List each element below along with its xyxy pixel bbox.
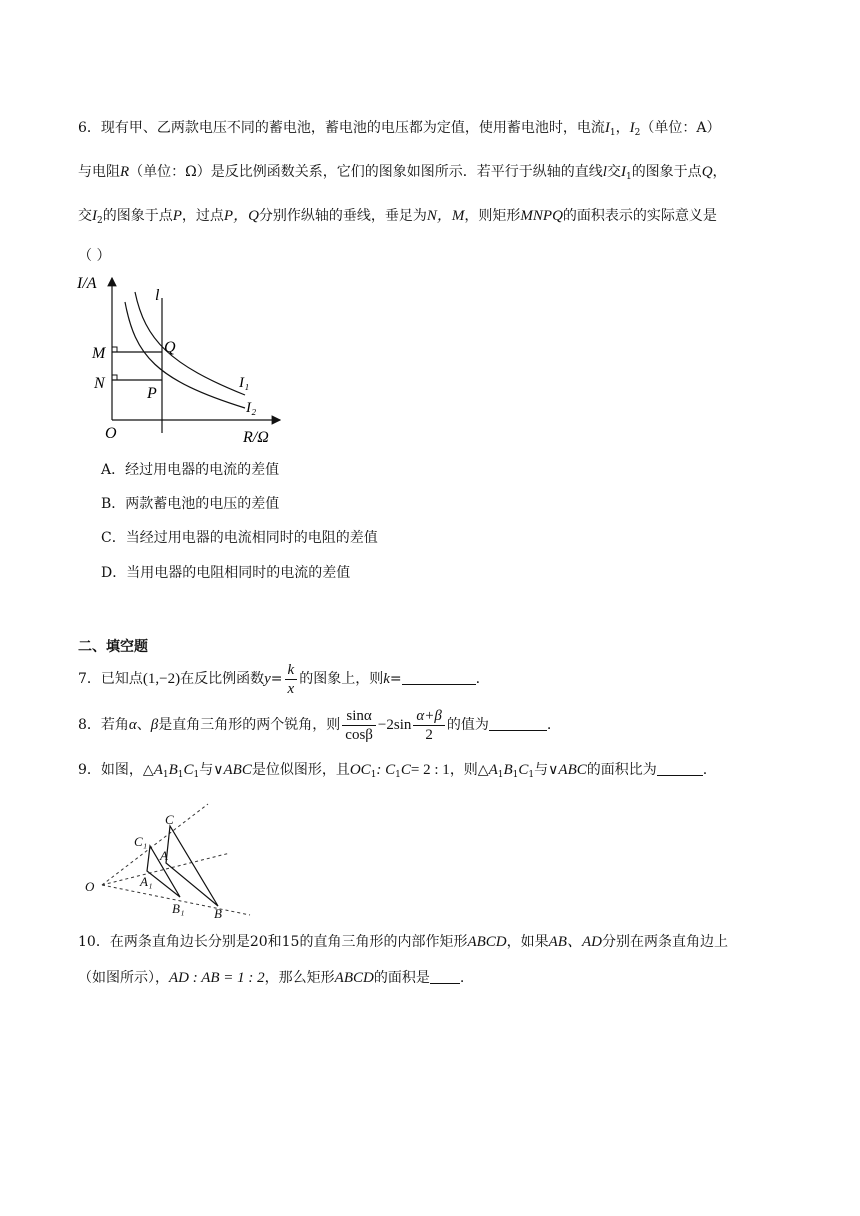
q6-option-b[interactable]: B．两款蓄电池的电压的差值: [101, 496, 280, 512]
label-p: P: [147, 385, 157, 402]
right-angle-n: [112, 375, 117, 380]
q6-text: ，: [712, 164, 727, 180]
q9-figure: [80, 800, 260, 920]
q9-text: 9．如图，△: [78, 762, 154, 778]
q10-text: （如图所示），: [78, 970, 169, 986]
label-b: B: [214, 906, 222, 920]
q6-option-d[interactable]: D．当用电器的电阻相同时的电流的差值: [101, 565, 351, 581]
q9-text: ，则△: [449, 762, 489, 778]
q10-text: ，如果: [506, 934, 549, 950]
var-k: k: [383, 671, 390, 687]
q8-text: 是直角三角形的两个锐角，则: [158, 717, 341, 733]
q6-text: 交: [78, 208, 92, 224]
var-c: C: [183, 762, 194, 778]
sub: 1: [162, 770, 169, 780]
y-axis-label: I/A: [77, 275, 97, 292]
q9-line: [78, 760, 707, 785]
label-b1: B₁: [172, 901, 185, 916]
q7-text: 7．已知点: [78, 671, 143, 687]
q6-line-1: [78, 118, 721, 143]
var-abc: ABC: [558, 762, 587, 778]
unit-a: （单位：A）: [640, 120, 721, 136]
fraction-k-over-x: [285, 661, 298, 698]
q8-answer-blank[interactable]: [489, 716, 547, 731]
equals: =: [270, 671, 283, 687]
var-i1: I: [620, 164, 626, 180]
var-c: C: [518, 762, 529, 778]
var-abcd: ABCD: [334, 970, 374, 986]
var-i2: I: [92, 208, 97, 224]
q8-text: 8．若角: [78, 717, 129, 733]
period: .: [459, 970, 465, 986]
label-c1: C₁: [134, 834, 148, 849]
var-b: B: [503, 762, 513, 778]
var-b: B: [168, 762, 178, 778]
q6-line-2: [78, 162, 727, 187]
var-y: y: [264, 671, 271, 687]
q9-text: 是位似图形，且: [251, 762, 350, 778]
q6-text: 的图象于点: [102, 208, 173, 224]
q10-answer-blank[interactable]: [430, 969, 460, 984]
var-nm: N，M: [426, 208, 465, 224]
q9-text: 与∨: [534, 762, 559, 778]
q10-text: 的面积是: [373, 970, 430, 986]
q6-line-3: [78, 206, 717, 231]
q6-text: 6．现有甲、乙两款电压不同的蓄电池，蓄电池的电压都为定值，使用蓄电池时，电流: [78, 120, 605, 136]
label-q: Q: [164, 339, 176, 356]
frac-num: k: [285, 661, 298, 680]
sub: 1: [193, 770, 200, 780]
label-m: M: [92, 345, 106, 362]
var-ab-ad: AB、AD: [548, 934, 602, 950]
q6-text: 的图象于点: [631, 164, 702, 180]
q10-text: ，那么矩形: [264, 970, 335, 986]
q7-answer-blank[interactable]: [402, 670, 476, 685]
frac-den: 2: [425, 726, 433, 743]
sub: 1: [512, 770, 519, 780]
frac-num: sinα: [342, 707, 376, 726]
q6-text: 分别作纵轴的垂线，垂足为: [258, 208, 427, 224]
ray-oc: [102, 804, 208, 885]
q6-text: ，过点: [181, 208, 224, 224]
var-a: A: [488, 762, 498, 778]
sub: 2: [634, 128, 641, 138]
frac-den: cosβ: [345, 726, 373, 743]
var-a: A: [153, 762, 163, 778]
sub: 1: [528, 770, 535, 780]
sub: 2: [97, 216, 103, 226]
var-c1: : C: [376, 762, 396, 778]
var-mnpq: MNPQ: [520, 208, 563, 224]
fraction-sin-over-cos: [342, 707, 376, 744]
q8-line: [78, 705, 551, 745]
var-oc: OC: [349, 762, 371, 778]
label-a: A: [160, 848, 168, 863]
q10-text: 10．在两条直角边长分别是20和15的直角三角形的内部作矩形: [78, 934, 468, 950]
q6-text: 交: [606, 164, 621, 180]
sub: 1: [395, 770, 401, 780]
q6-graph: [75, 270, 285, 450]
q7-text: 的图象上，则: [299, 671, 384, 687]
q7-line: [78, 660, 480, 698]
var-p: P: [172, 208, 182, 224]
q6-option-a[interactable]: A．经过用电器的电流的差值: [101, 462, 280, 478]
sub: 1: [497, 770, 504, 780]
label-o: O: [105, 425, 117, 442]
ratio-value: = 2 : 1: [410, 762, 450, 778]
q7-point: (1,−2): [142, 671, 181, 687]
var-i2: I: [629, 120, 635, 136]
label-a1: A₁: [140, 874, 153, 889]
q6-text: 的面积表示的实际意义是: [562, 208, 717, 224]
q6-paren: （ ）: [78, 248, 111, 264]
q10-line-1: [78, 932, 728, 952]
right-angle-m: [112, 347, 117, 352]
q9-text: 与∨: [199, 762, 224, 778]
label-c: C: [165, 812, 174, 827]
separator: 、: [136, 717, 151, 733]
q6-option-c[interactable]: C．当经过用电器的电流相同时的电阻的差值: [101, 530, 378, 546]
period: .: [546, 717, 552, 733]
q7-text: 在反比例函数: [180, 671, 265, 687]
q9-answer-blank[interactable]: [657, 761, 703, 776]
triangle-abc: [166, 826, 218, 906]
frac-num: α+β: [413, 707, 444, 726]
curve-i2-label: I₂: [246, 400, 257, 416]
q8-minus-2sin: −2sin: [377, 717, 412, 733]
comma: ，: [615, 120, 630, 136]
x-axis-label: R/Ω: [243, 429, 269, 446]
var-beta: β: [150, 717, 159, 733]
var-abc: ABC: [223, 762, 252, 778]
var-q: Q: [701, 164, 713, 180]
q6-text: 与电阻: [78, 164, 120, 180]
equals: =: [389, 671, 402, 687]
sub: 1: [370, 770, 377, 780]
q8-text: 的值为: [446, 717, 489, 733]
line-l-label: l: [155, 287, 160, 304]
q9-text: 的面积比为: [586, 762, 657, 778]
period: .: [475, 671, 481, 687]
q10-text: 分别在两条直角边上: [601, 934, 728, 950]
frac-den: x: [287, 680, 295, 697]
period: .: [702, 762, 708, 778]
fraction-half-sum: [413, 707, 444, 744]
var-l: l: [602, 164, 607, 180]
var-i1: I: [604, 120, 610, 136]
var-alpha: α: [128, 717, 137, 733]
ratio-value: AD : AB = 1 : 2: [169, 970, 265, 986]
section-title: 二、填空题: [78, 639, 148, 655]
var-abcd: ABCD: [467, 934, 507, 950]
label-o: O: [85, 879, 95, 894]
var-pq: P，Q: [223, 208, 259, 224]
q6-text: （单位：Ω）是反比例函数关系，它们的图象如图所示．若平行于纵轴的直线: [129, 164, 603, 180]
q10-line-2: [78, 968, 464, 988]
var-c: C: [400, 762, 411, 778]
q6-text: ，则矩形: [464, 208, 521, 224]
label-n: N: [94, 375, 105, 392]
sub: 1: [177, 770, 184, 780]
curve-i1-label: I₁: [239, 375, 250, 391]
var-r: R: [120, 164, 130, 180]
sub: 1: [609, 128, 616, 138]
sub: 1: [625, 172, 632, 182]
